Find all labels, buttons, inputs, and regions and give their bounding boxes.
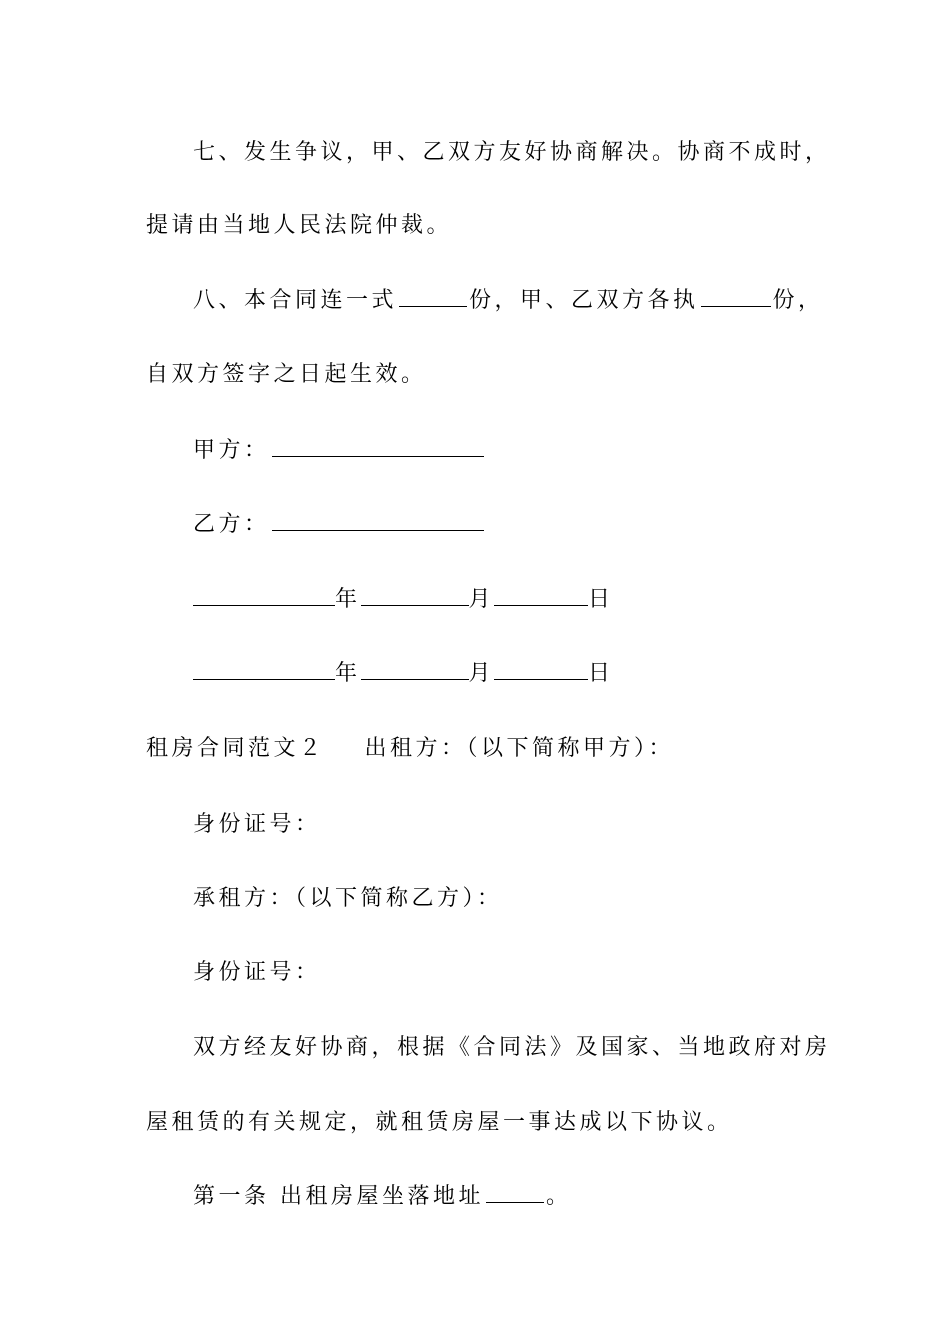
clause-8-text-a: 八、本合同连一式 — [193, 288, 398, 313]
date-line-1 — [193, 585, 614, 615]
day-blank-2 — [494, 659, 588, 680]
article-1-line — [193, 1182, 572, 1212]
party-b-blank — [272, 510, 484, 531]
month-label-2: 月 — [468, 661, 495, 686]
year-label-2: 年 — [335, 661, 361, 686]
copies-total-blank — [399, 286, 467, 307]
lessee-id-line: 身份证号： — [193, 960, 321, 985]
party-a-signature-line — [193, 436, 486, 466]
party-a-blank — [272, 436, 484, 457]
address-blank — [486, 1182, 544, 1203]
section-2-header-line — [146, 734, 674, 764]
intro-line-2: 屋租赁的有关规定，就租赁房屋一事达成以下协议。 — [146, 1110, 733, 1135]
party-a-label: 甲方： — [193, 438, 270, 463]
intro-line-1: 双方经友好协商，根据《合同法》及国家、当地政府对房 — [193, 1035, 831, 1060]
year-label-1: 年 — [335, 587, 361, 612]
lessee-label-line: 承租方：（以下简称乙方）： — [193, 886, 503, 911]
month-blank-2 — [361, 659, 469, 680]
clause-7-line-2: 提请由当地人民法院仲裁。 — [146, 213, 453, 238]
copies-each-blank — [701, 286, 771, 307]
lessor-label: 出租方：（以下简称甲方）： — [364, 736, 675, 761]
clause-8-text-c: 份， — [772, 288, 824, 313]
day-blank-1 — [494, 585, 588, 606]
clause-8-line-2: 自双方签字之日起生效。 — [146, 362, 427, 387]
year-blank-1 — [193, 585, 335, 606]
month-label-1: 月 — [468, 587, 495, 612]
article-1-text: 第一条 出租房屋坐落地址 — [193, 1184, 484, 1209]
year-blank-2 — [193, 659, 335, 680]
day-label-2: 日 — [588, 661, 614, 686]
day-label-1: 日 — [588, 587, 614, 612]
lessor-id-line: 身份证号： — [193, 812, 321, 837]
clause-7-line-1: 七、发生争议，甲、乙双方友好协商解决。协商不成时， — [193, 140, 831, 165]
clause-8-line-1 — [193, 286, 824, 316]
article-1-end: 。 — [546, 1184, 572, 1209]
clause-8-text-b: 份，甲、乙双方各执 — [469, 288, 699, 313]
party-b-signature-line — [193, 510, 486, 540]
month-blank-1 — [361, 585, 469, 606]
date-line-2 — [193, 659, 614, 689]
section-2-title: 租房合同范文２ — [146, 736, 325, 761]
party-b-label: 乙方： — [193, 512, 270, 537]
